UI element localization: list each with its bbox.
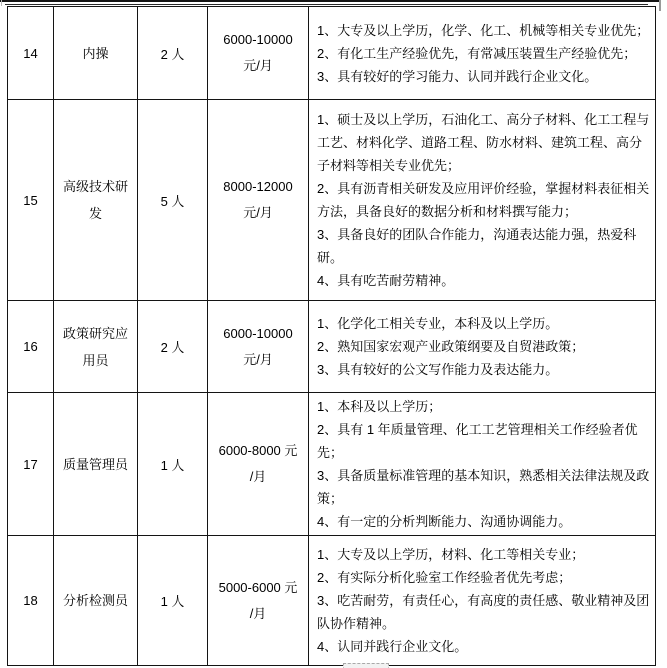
- salary-cell: [208, 536, 309, 666]
- page-edge-tick-left: [1, 0, 2, 6]
- table-row: [8, 7, 656, 100]
- requirement-item: 3、具备质量标准管理的基本知识，熟悉相关法律法规及政策；: [317, 468, 650, 506]
- salary-cell: [208, 301, 309, 393]
- requirements-cell: [309, 536, 656, 666]
- requirement-item: 4、认同并践行企业文化。: [317, 639, 468, 654]
- requirement-item: 1、硕士及以上学历，石油化工、高分子材料、化工工程与工艺、材料化学、道路工程、防水材料、建筑工程、高分子材料等相关专业优先；: [317, 112, 650, 173]
- requirement-item: 2、具有沥青相关研发及应用评价经验，掌握材料表征相关方法，具备良好的数据分析和材料撰写能力；: [317, 181, 650, 219]
- position-cell: 高级技术研发: [54, 100, 138, 301]
- requirement-item: 1、大专及以上学历，材料、化工等相关专业；: [317, 547, 585, 562]
- page-edge-tick-right: [659, 0, 661, 11]
- requirement-item: 3、吃苦耐劳，有责任心，有高度的责任感、敬业精神及团队协作精神。: [317, 593, 650, 631]
- table-row: [8, 301, 656, 393]
- table-resize-handle: [343, 663, 389, 668]
- requirements-cell: [309, 393, 656, 536]
- requirement-item: 2、熟知国家宏观产业政策纲要及自贸港政策；: [317, 339, 585, 354]
- salary-line: 6000-10000: [223, 325, 293, 341]
- salary-line: /月: [249, 469, 267, 484]
- position-cell: 内操: [54, 7, 138, 100]
- seq-cell: 17: [8, 393, 54, 536]
- requirement-item: 2、有实际分析化验室工作经验者优先考虑；: [317, 570, 572, 585]
- salary-line: 元/月: [243, 351, 273, 367]
- table-row: [8, 100, 656, 301]
- headcount-cell: 2 人: [138, 7, 208, 100]
- requirement-item: 1、大专及以上学历，化学、化工、机械等相关专业优先；: [317, 22, 650, 38]
- headcount-cell: 5 人: [138, 100, 208, 301]
- job-listing-table: [7, 6, 656, 666]
- salary-cell: [208, 7, 309, 100]
- position-cell: 分析检测员: [54, 536, 138, 666]
- requirement-item: 2、有化工生产经验优先，有常减压装置生产经验优先；: [317, 45, 637, 61]
- salary-line: 6000-8000 元: [218, 443, 298, 458]
- requirement-item: 1、本科及以上学历；: [317, 399, 442, 414]
- requirement-item: 4、具有吃苦耐劳精神。: [317, 273, 455, 288]
- headcount-cell: 1 人: [138, 536, 208, 666]
- seq-cell: 15: [8, 100, 54, 301]
- position-cell: 政策研究应用员: [54, 301, 138, 393]
- salary-line: 元/月: [243, 58, 273, 73]
- headcount-cell: 1 人: [138, 393, 208, 536]
- salary-line: /月: [249, 605, 267, 621]
- salary-line: 5000-6000 元: [218, 579, 298, 595]
- seq-cell: 18: [8, 536, 54, 666]
- salary-line: 8000-12000: [223, 179, 293, 194]
- requirement-item: 1、化学化工相关专业，本科及以上学历。: [317, 316, 559, 331]
- table-row: [8, 393, 656, 536]
- requirement-item: 2、具有 1 年质量管理、化工工艺管理相关工作经验者优先；: [317, 422, 638, 460]
- requirement-item: 3、具备良好的团队合作能力，沟通表达能力强，热爱科研。: [317, 227, 637, 265]
- requirements-cell: [309, 301, 656, 393]
- job-table-body: [8, 7, 656, 666]
- salary-line: 元/月: [243, 205, 273, 220]
- requirement-item: 3、具有较好的学习能力、认同并践行企业文化。: [317, 68, 598, 84]
- salary-line: 6000-10000: [223, 32, 293, 47]
- table-row: [8, 536, 656, 666]
- salary-cell: [208, 100, 309, 301]
- headcount-cell: 2 人: [138, 301, 208, 393]
- salary-cell: [208, 393, 309, 536]
- seq-cell: 16: [8, 301, 54, 393]
- requirement-item: 4、有一定的分析判断能力、沟通协调能力。: [317, 514, 572, 529]
- requirement-item: 3、具有较好的公文写作能力及表达能力。: [317, 362, 559, 377]
- requirements-cell: [309, 7, 656, 100]
- position-cell: 质量管理员: [54, 393, 138, 536]
- top-rule-line: [0, 0, 661, 2]
- seq-cell: 14: [8, 7, 54, 100]
- requirements-cell: [309, 100, 656, 301]
- previous-row-border-line: [5, 4, 648, 5]
